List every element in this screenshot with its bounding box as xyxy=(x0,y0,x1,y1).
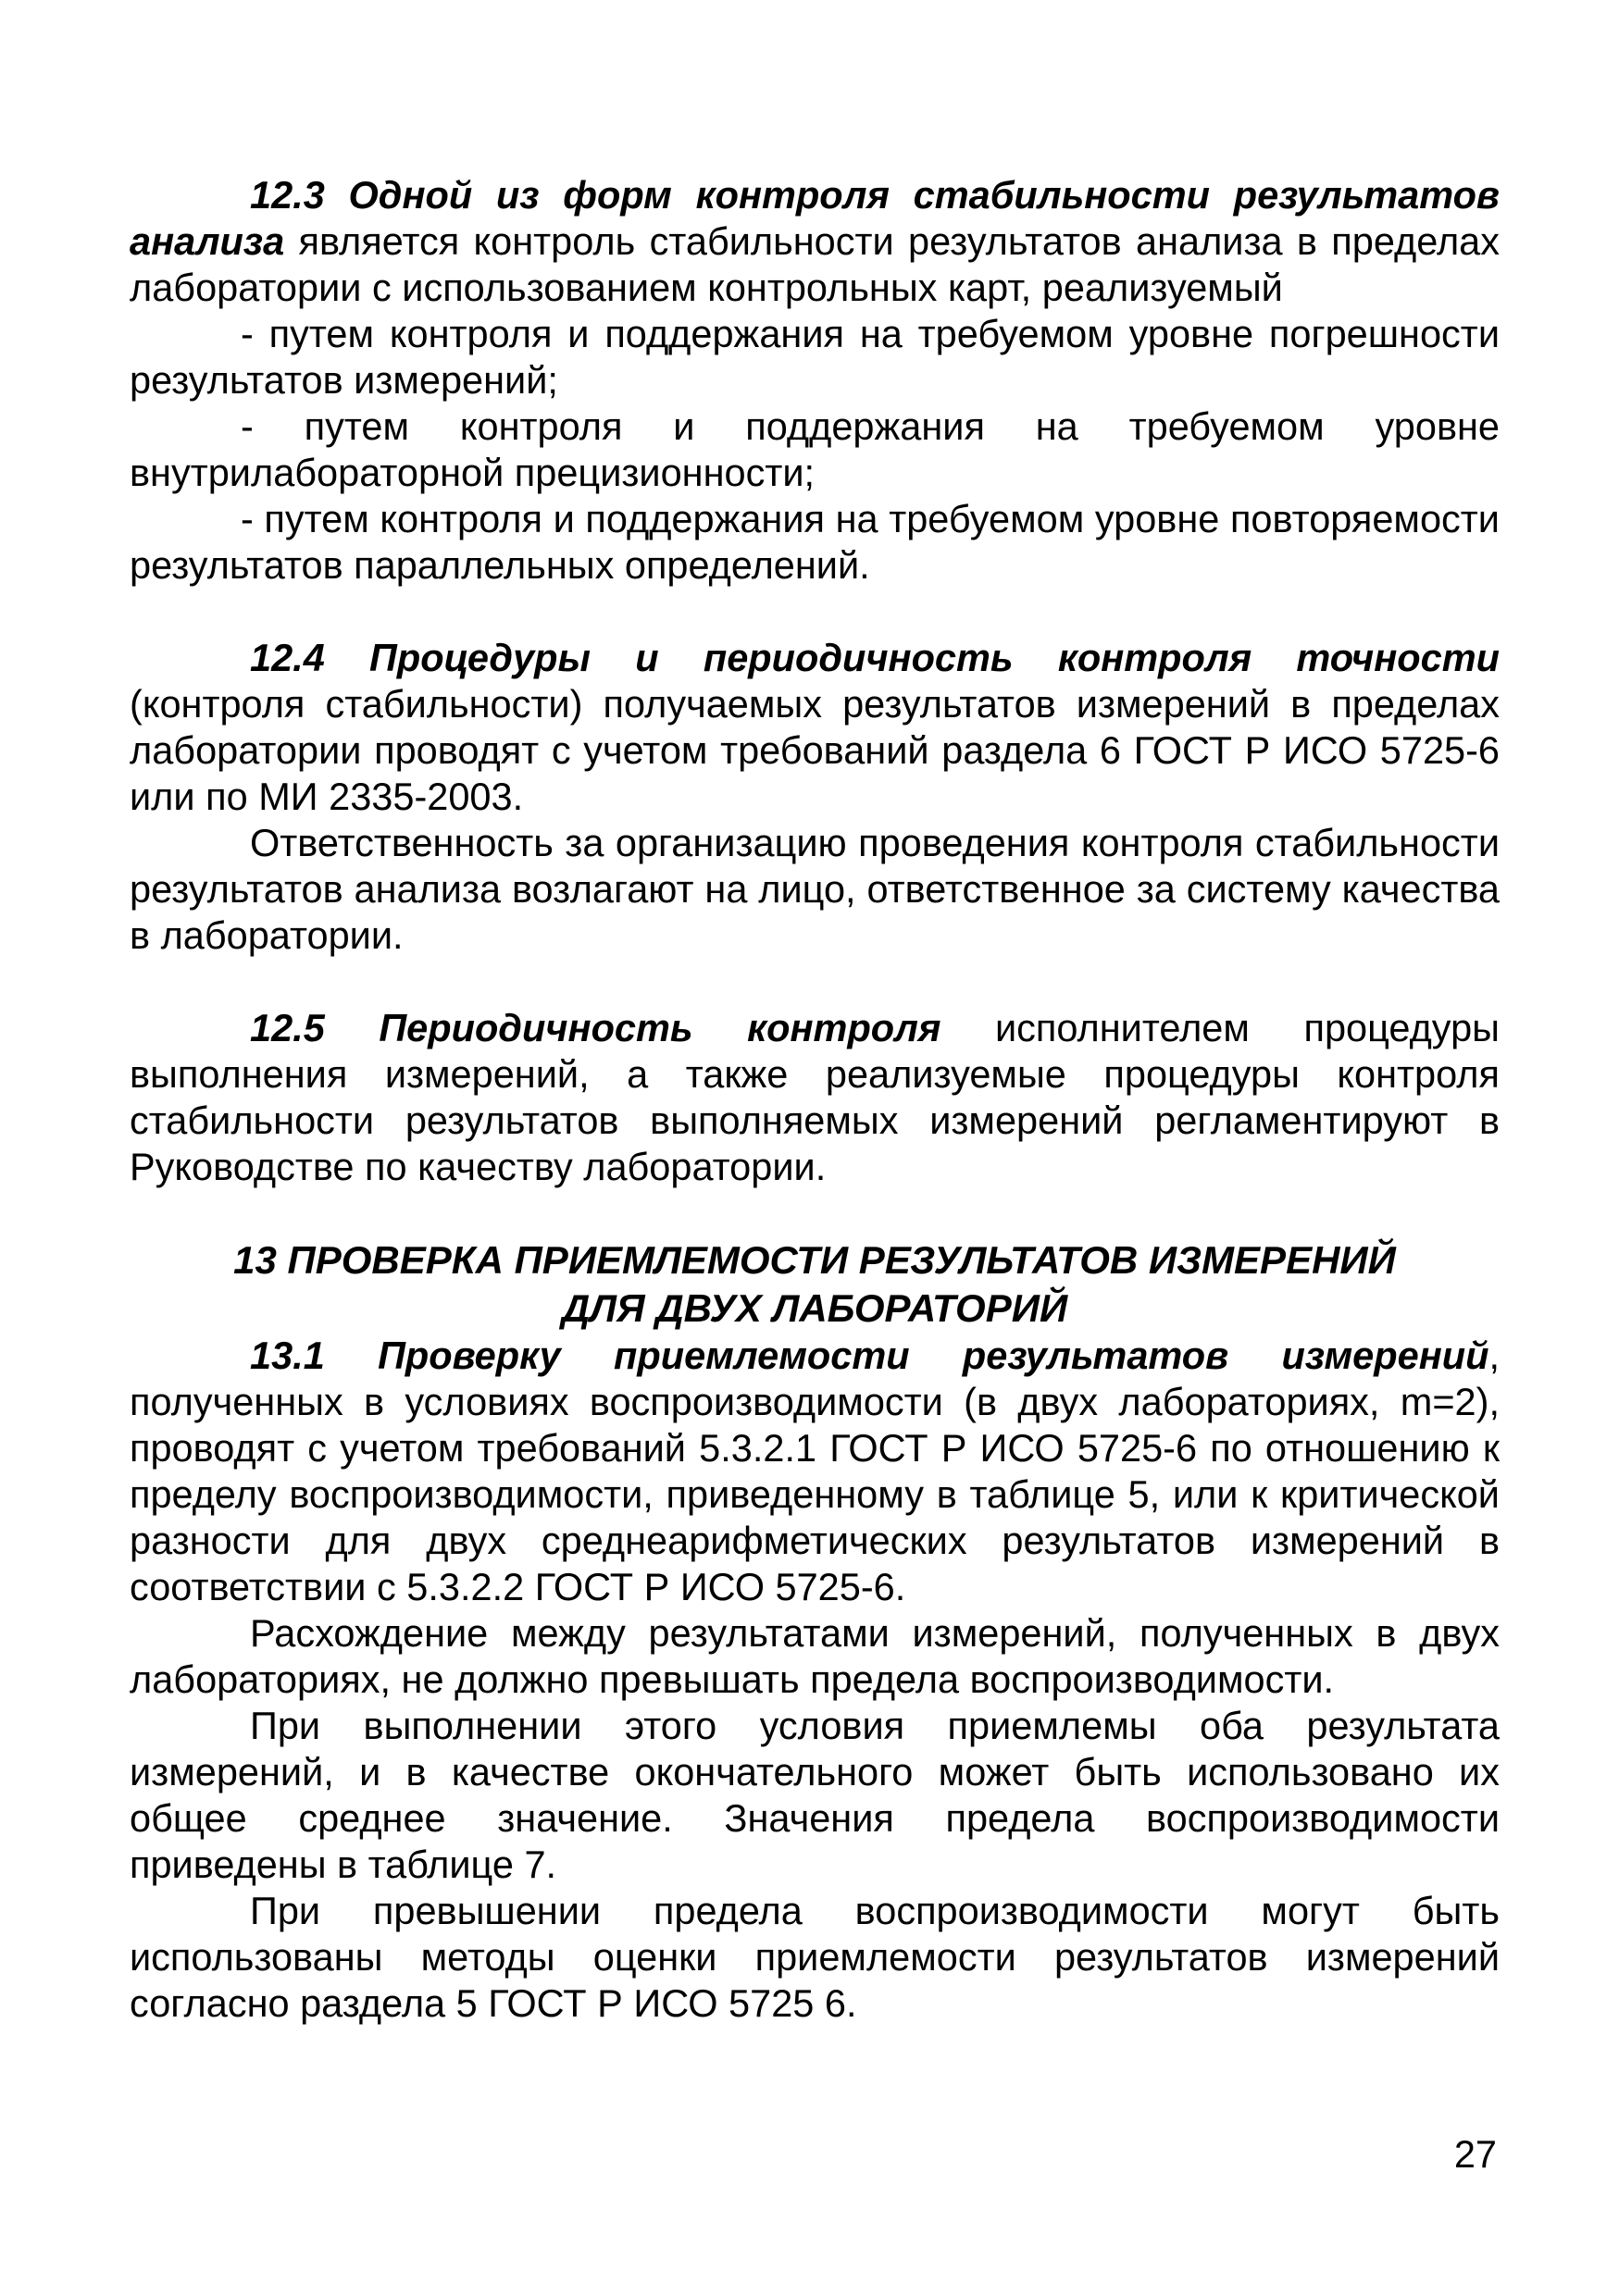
paragraph-13-1-acceptance: При выполнении этого условия приемлемы оба результата измерений, и в качестве окончательного может быть использовано их общее среднее значение. Значения предела воспроизводимости приведены в таблице 7. xyxy=(130,1704,1500,1886)
paragraph-13-1-discrepancy: Расхождение между результатами измерений, полученных в двух лабораториях, не должно превышать предела воспроизводимости. xyxy=(130,1611,1500,1701)
clause-12-5-text: исполнителем процедуры выполнения измерений, а также реализуемые процедуры контроля стабильности результатов выполняемых измерений регламентируют в Руководстве по качеству лаборатории. xyxy=(130,1006,1500,1188)
paragraph-12-4 xyxy=(130,635,1500,820)
paragraph-12-5 xyxy=(130,1005,1500,1190)
paragraph-12-3 xyxy=(130,172,1500,311)
paragraph-12-4-responsibility: Ответственность за организацию проведения контроля стабильности результатов анализа возлагают на лицо, ответственное за систему качества в лаборатории. xyxy=(130,821,1500,957)
clause-13-1-text: , полученных в условиях воспроизводимости (в двух лабораториях, m=2), проводят с учетом требований 5.3.2.1 ГОСТ Р ИСО 5725-6 по отношению к пределу воспроизводимости, приведенному в таблице 5, или к критической разности для двух среднеарифметических результатов измерений в соответствии с 5.3.2.2 ГОСТ Р ИСО 5725-6. xyxy=(130,1334,1500,1608)
page-content xyxy=(130,172,1500,2027)
page-number: 27 xyxy=(1453,2132,1497,2176)
section-13-heading xyxy=(130,1236,1500,1333)
section-13-heading-line-1: 13 ПРОВЕРКА ПРИЕМЛЕМОСТИ РЕЗУЛЬТАТОВ ИЗМЕРЕНИЙ xyxy=(233,1238,1396,1282)
section-13-heading-line-2: ДЛЯ ДВУХ ЛАБОРАТОРИЙ xyxy=(561,1286,1068,1330)
clause-12-3-title: 12.3 Одной из форм контроля стабильности результатов анализа xyxy=(130,173,1500,263)
clause-12-4-text: (контроля стабильности) получаемых результатов измерений в пределах лаборатории проводят с учетом требований раздела 6 ГОСТ Р ИСО 5725-6 или по МИ 2335-2003. xyxy=(130,682,1500,818)
clause-13-1-title: 13.1 Проверку приемлемости результатов измерений xyxy=(250,1334,1489,1377)
clause-12-5-title: 12.5 Периодичность контроля xyxy=(250,1006,941,1049)
paragraph-13-1 xyxy=(130,1333,1500,1610)
list-item-precision-control: - путем контроля и поддержания на требуемом уровне внутрилабораторной прецизионности; xyxy=(130,404,1500,494)
list-item-repeatability-control: - путем контроля и поддержания на требуемом уровне повторяемости результатов параллельных определений. xyxy=(130,497,1500,587)
list-item-error-control: - путем контроля и поддержания на требуемом уровне погрешности результатов измерений; xyxy=(130,312,1500,402)
clause-12-3-text: является контроль стабильности результатов анализа в пределах лаборатории с использованием контрольных карт, реализуемый xyxy=(130,219,1500,309)
paragraph-13-1-excess: При превышении предела воспроизводимости могут быть использованы методы оценки приемлемости результатов измерений согласно раздела 5 ГОСТ Р ИСО 5725 6. xyxy=(130,1889,1500,2025)
clause-12-4-title: 12.4 Процедуры и периодичность контроля точности xyxy=(250,636,1500,679)
